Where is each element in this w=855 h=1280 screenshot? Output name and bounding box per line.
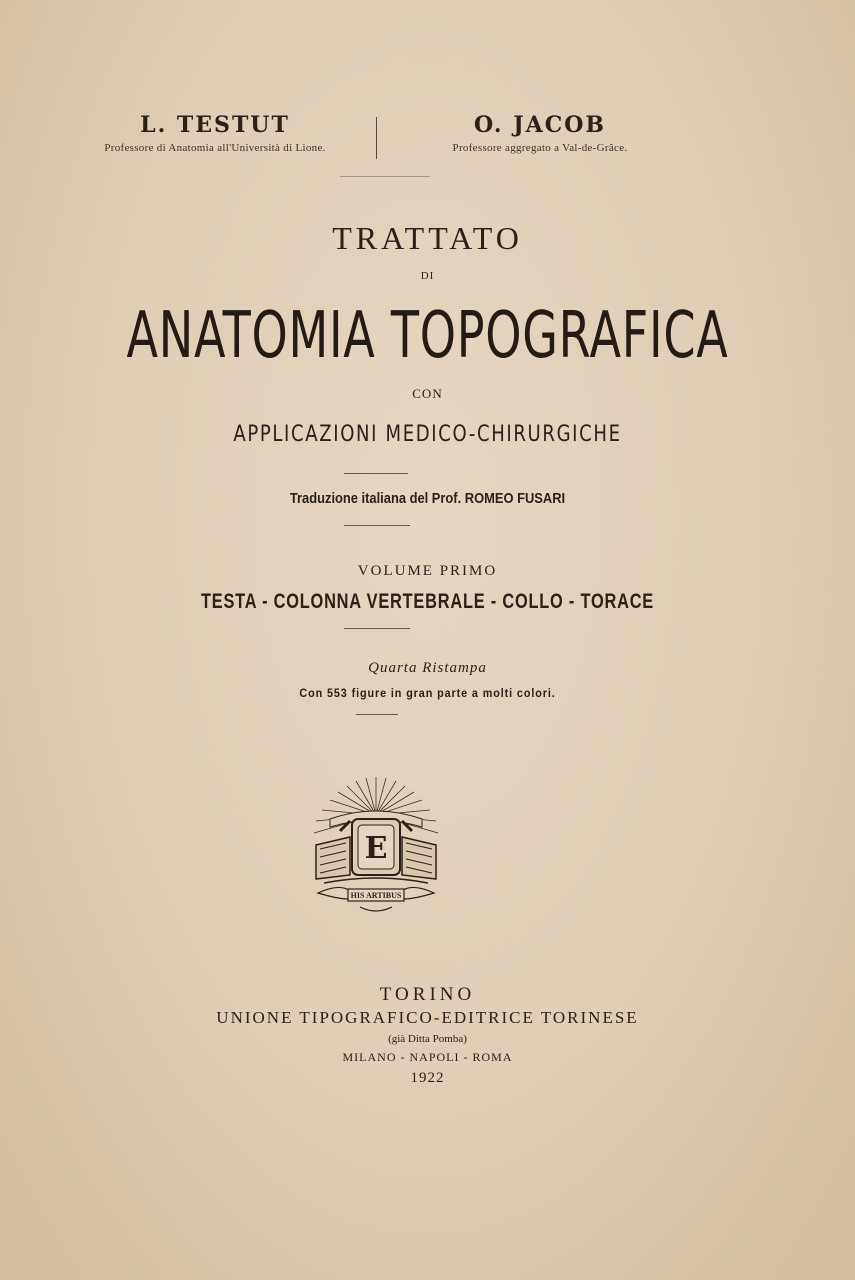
author-affiliation: Professore aggregato a Val-de-Grâce. — [452, 142, 628, 154]
imprint-branches: MILANO - NAPOLI - ROMA — [342, 1050, 513, 1064]
imprint-former-name: (già Ditta Pomba) — [388, 1033, 467, 1045]
author-name: O. JACOB — [474, 112, 606, 138]
translator-line: Traduzione italiana del Prof. ROMEO FUSARI — [289, 490, 566, 507]
subtitle: APPLICAZIONI MEDICO-CHIRURGICHE — [233, 422, 622, 447]
volume-label: VOLUME PRIMO — [357, 563, 498, 579]
imprint-city: TORINO — [379, 984, 476, 1005]
divider-rule — [340, 176, 430, 177]
divider-rule — [356, 714, 398, 715]
reprint-edition: Quarta Ristampa — [368, 660, 487, 676]
author-divider — [376, 117, 377, 159]
divider-rule — [344, 628, 410, 629]
volume-contents: TESTA - COLONNA VERTEBRALE - COLLO - TORACE — [200, 590, 655, 613]
imprint-year: 1922 — [410, 1070, 445, 1086]
author-name: L. TESTUT — [140, 112, 290, 138]
title-di: DI — [420, 270, 435, 282]
publisher-emblem-icon — [310, 775, 442, 919]
main-title: ANATOMIA TOPOGRAFICA — [126, 299, 729, 373]
divider-rule — [344, 525, 410, 526]
emblem-letter: E — [364, 831, 388, 866]
title-trattato: TRATTATO — [332, 220, 523, 256]
author-testut — [60, 112, 370, 154]
imprint-publisher: UNIONE TIPOGRAFICO-EDITRICE TORINESE — [216, 1008, 639, 1027]
emblem-motto: HIS ARTIBUS — [350, 891, 402, 900]
author-affiliation: Professore di Anatomia all'Università di Lione. — [104, 142, 326, 154]
figures-note: Con 553 figure in gran parte a molti colori. — [299, 686, 556, 700]
author-jacob — [390, 112, 690, 154]
divider-rule — [344, 473, 408, 474]
title-con: CON — [412, 386, 443, 401]
